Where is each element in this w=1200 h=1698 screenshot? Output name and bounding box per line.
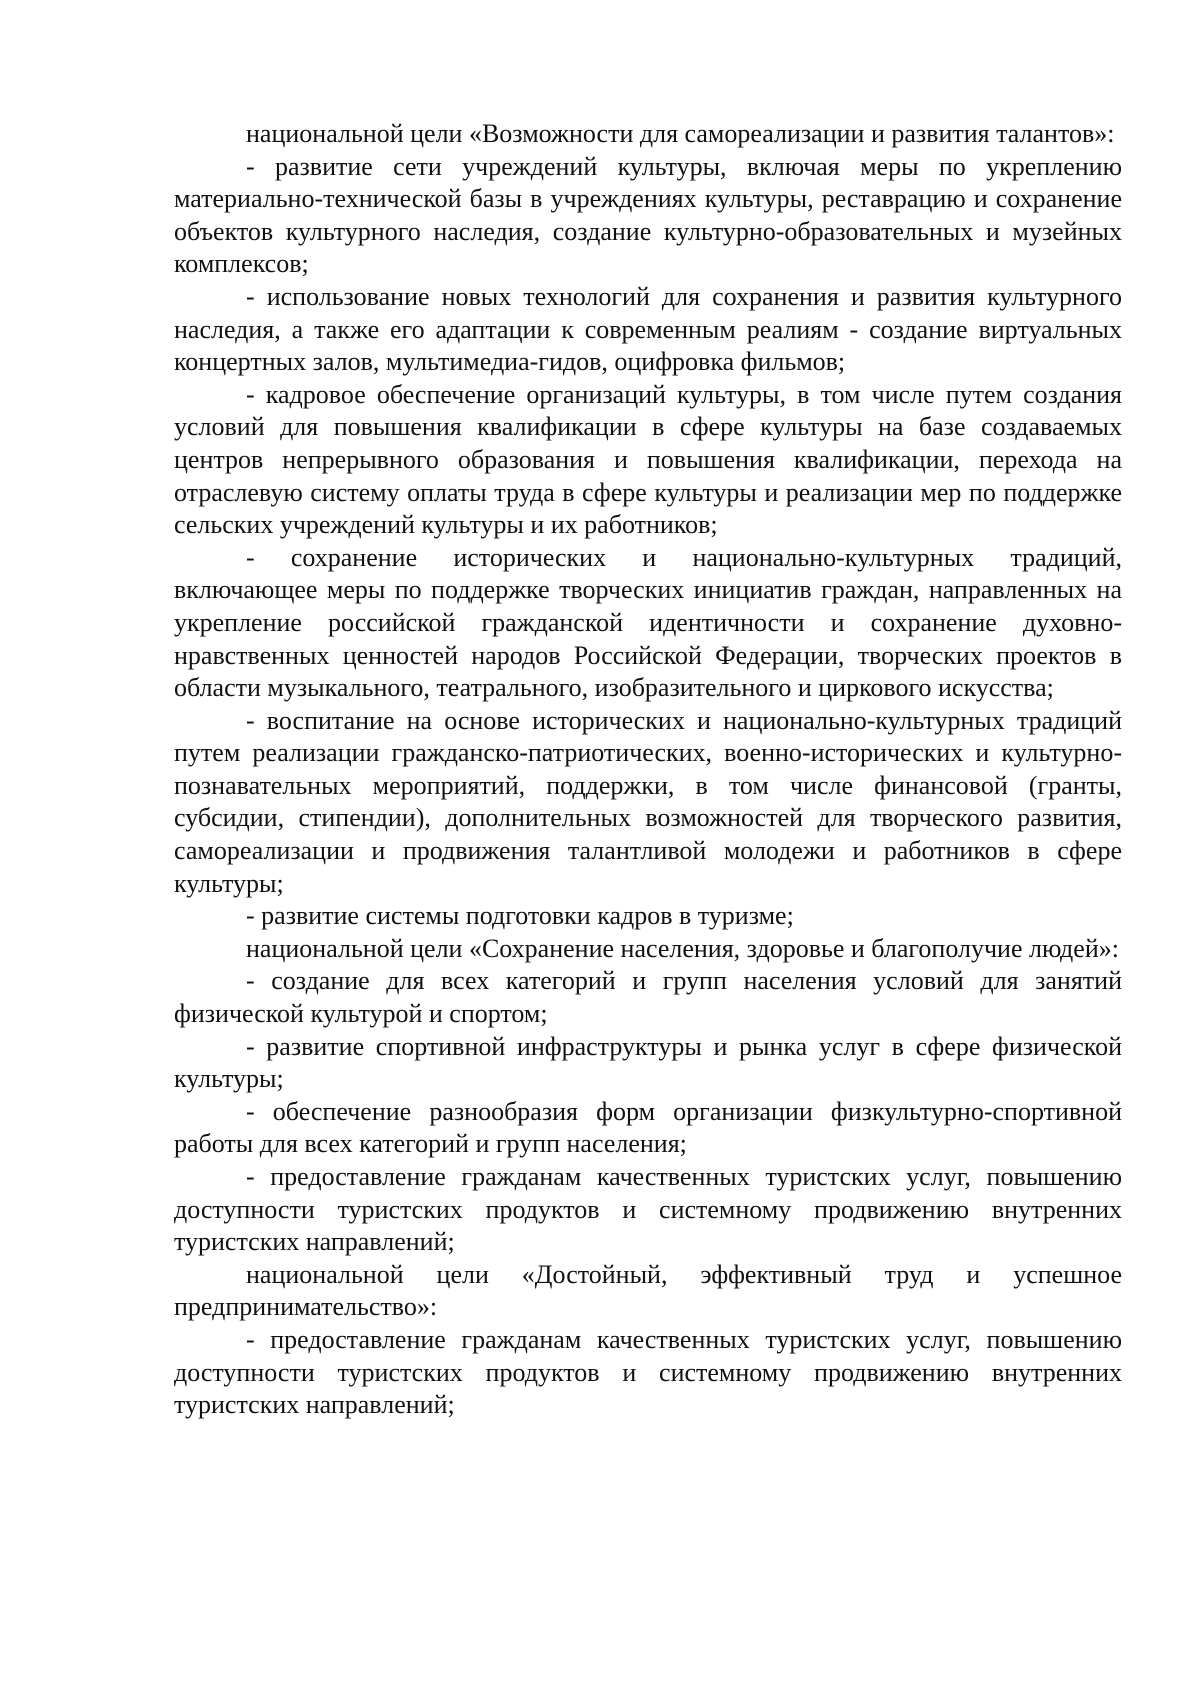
list-item-sport-infrastructure: - развитие спортивной инфраструктуры и рынка услуг в сфере физической культуры; [174, 1031, 1122, 1094]
paragraph-goal-labor: национальной цели «Достойный, эффективный труд и успешное предпринимательство»: [174, 1259, 1122, 1322]
paragraph-goal-talents: национальной цели «Возможности для самореализации и развития талантов»: [246, 119, 1115, 148]
document-body [174, 118, 1122, 1422]
list-item-education-traditions: - воспитание на основе исторических и национально-культурных традиций путем реализации гражданско-патриотических, военно-исторических и культурно-познавательных мероприятий, поддержки, в том числе финансовой (гранты, субсидии, стипендии), дополнительных возможностей для творческого развития, самореализации и продвижения талантливой молодежи и работников в сфере культуры; [174, 705, 1122, 898]
list-item-new-technologies: - использование новых технологий для сохранения и развития культурного наследия, а также его адаптации к современным реалиям - создание виртуальных концертных залов, мультимедиа-гидов, оцифровка фильмов; [174, 281, 1122, 377]
list-item-staffing: - кадровое обеспечение организаций культуры, в том числе путем создания условий для повышения квалификации в сфере культуры на базе создаваемых центров непрерывного образования и повышения квалификации, перехода на отраслевую систему оплаты труда в сфере культуры и реализации мер по поддержке сельских учреждений культуры и их работников; [174, 379, 1122, 540]
list-item-sport-forms: - обеспечение разнообразия форм организации физкультурно-спортивной работы для всех категорий и групп населения; [174, 1096, 1122, 1159]
list-item-traditions-preservation: - сохранение исторических и национально-культурных традиций, включающее меры по поддержке творческих инициатив граждан, направленных на укрепление российской гражданской идентичности и сохранение духовно-нравственных ценностей народов Российской Федерации, творческих проектов в области музыкального, театрального, изобразительного и циркового искусства; [174, 542, 1122, 703]
paragraph-goal-population: национальной цели «Сохранение населения, здоровье и благополучие людей»: [246, 933, 1119, 963]
list-item-tourist-services-2: - предоставление гражданам качественных туристских услуг, повышению доступности туристских продуктов и системному продвижению внутренних туристских направлений; [174, 1324, 1122, 1420]
list-item-sport-conditions: - создание для всех категорий и групп населения условий для занятий физической культурой и спортом; [174, 966, 1122, 1029]
list-item-tourist-services-1: - предоставление гражданам качественных туристских услуг, повышению доступности туристских продуктов и системному продвижению внутренних туристских направлений; [174, 1162, 1122, 1257]
list-item-culture-network: - развитие сети учреждений культуры, включая меры по укреплению материально-технической базы в учреждениях культуры, реставрацию и сохранение объектов культурного наследия, создание культурно-образовательных и музейных комплексов; [174, 151, 1122, 279]
list-item-tourism-training: - развитие системы подготовки кадров в туризме; [246, 901, 794, 931]
